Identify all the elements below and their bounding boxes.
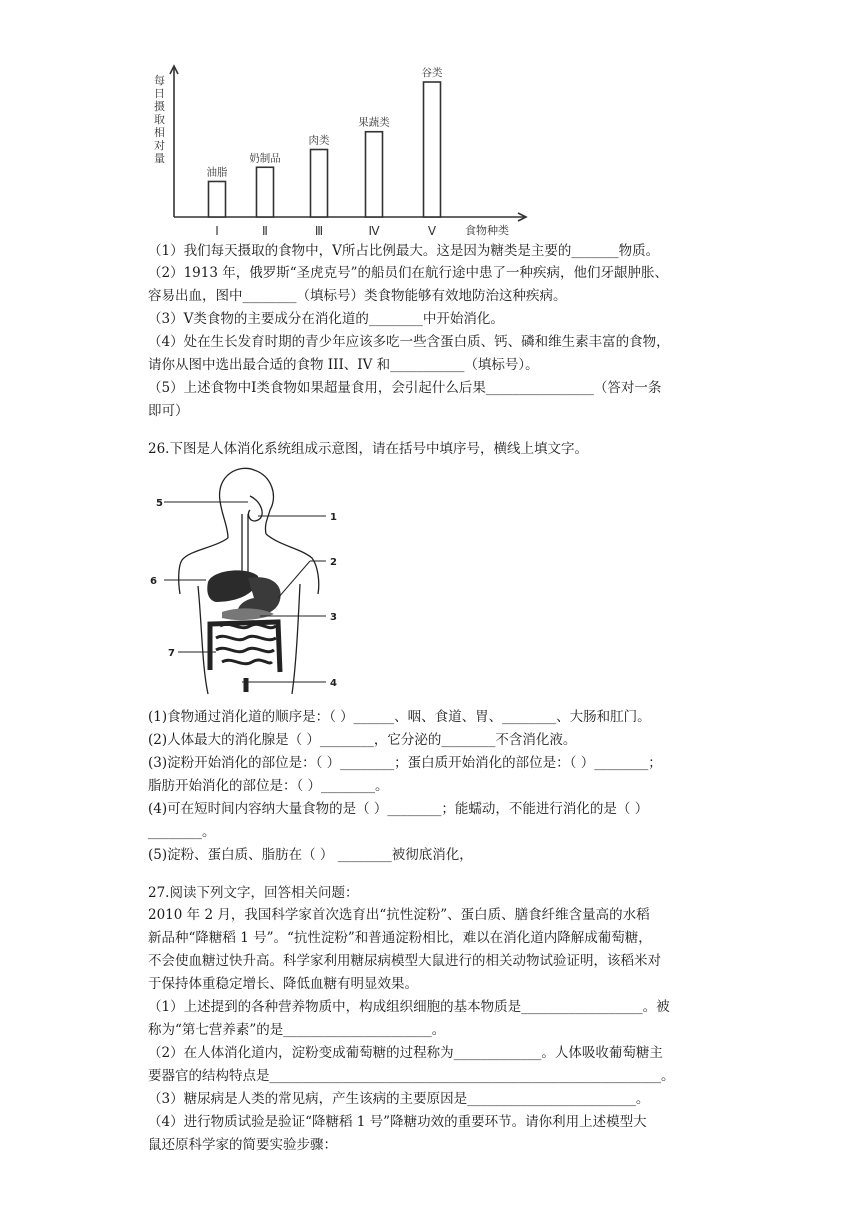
x-axis-label: 食物种类 bbox=[465, 224, 509, 237]
q27-line-7: （2）在人体消化道内，淀粉变成葡萄糖的过程称为_____________。人体吸收葡萄糖主 bbox=[148, 1045, 663, 1061]
diagram-label-3: 3 bbox=[330, 612, 337, 623]
q26-line-4: 脂肪开始消化的部位是：（ ）________。 bbox=[148, 778, 389, 794]
diagram-label-4: 4 bbox=[330, 678, 337, 689]
q25-line-5: （4）处在生长发育时期的青少年应该多吃一些含蛋白质、钙、磷和维生素丰富的食物， bbox=[148, 334, 670, 350]
q27-line-11: 鼠还原科学家的简要实验步骤： bbox=[148, 1137, 337, 1153]
q25-line-6: 请你从图中选出最合适的食物 III、IV 和___________（填标号）。 bbox=[148, 357, 539, 373]
diagram-label-6: 6 bbox=[150, 576, 157, 587]
q26-line-1: (1)食物通过消化道的顺序是：（ ）______、咽、食道、胃、________、大肠和肛门。 bbox=[148, 709, 651, 725]
x-tick-label-4: Ⅳ bbox=[368, 224, 380, 238]
q27-line-2: 新品种“降糖稻 1 号”。“抗性淀粉”和普通淀粉相比，难以在消化道内降解成葡萄糖， bbox=[148, 930, 652, 946]
q26-title: 26.下图是人体消化系统组成示意图，请在括号中填序号，横线上填文字。 bbox=[148, 441, 588, 457]
x-tick-label-2: Ⅱ bbox=[262, 224, 268, 238]
q25-line-2: （2）1913 年，俄罗斯“圣虎克号”的船员们在航行途中患了一种疾病，他们牙龈肿胀、 bbox=[148, 265, 669, 281]
bar-label-5: 谷类 bbox=[421, 67, 443, 79]
q27-line-8: 要器官的结构特点是__________________________________________________________。 bbox=[148, 1068, 675, 1084]
q25-line-3: 容易出血，图中________（填标号）类食物能够有效地防治这种疾病。 bbox=[148, 288, 567, 304]
diagram-label-1: 1 bbox=[330, 512, 337, 523]
q25-line-4: （3）Ⅴ类食物的主要成分在消化道的________中开始消化。 bbox=[148, 311, 504, 327]
x-tick-label-1: Ⅰ bbox=[215, 224, 219, 238]
bar-1 bbox=[209, 181, 226, 217]
face-outline bbox=[220, 501, 228, 538]
q27-line-3: 不会使血糖过快升高。科学家利用糖尿病模型大鼠进行的相关动物试验证明，该稻米对 bbox=[148, 953, 661, 969]
x-tick-label-5: Ⅴ bbox=[427, 224, 437, 238]
q26-line-5: (4)可在短时间内容纳大量食物的是（ ）________；能蠕动，不能进行消化的是（ ） bbox=[148, 801, 649, 817]
y-axis-label: 每日摄取相对量 bbox=[154, 74, 165, 165]
q26-line-7: (5)淀粉、蛋白质、脂肪在（ ） ________被彻底消化， bbox=[148, 847, 473, 863]
digestive-system-diagram bbox=[150, 466, 350, 696]
bar-chart bbox=[140, 62, 540, 244]
bar-2 bbox=[257, 167, 274, 217]
x-tick-label-3: Ⅲ bbox=[314, 224, 324, 238]
diagram-label-5: 5 bbox=[156, 498, 163, 509]
bar-3 bbox=[311, 150, 328, 218]
q27-line-9: （3）糖尿病是人类的常见病，产生该病的主要原因是_________________________。 bbox=[148, 1091, 650, 1107]
q27-line-1: 2010 年 2 月，我国科学家首次选育出“抗性淀粉”、蛋白质、膳食纤维含量高的水稻 bbox=[148, 907, 650, 923]
q25-line-7: （5）上述食物中Ⅰ类食物如果超量食用，会引起什么后果________________（答对一条 bbox=[148, 380, 662, 396]
diagram-label-7: 7 bbox=[168, 648, 175, 659]
head-outline bbox=[220, 468, 274, 534]
bar-label-2: 奶制品 bbox=[249, 152, 281, 165]
bar-5 bbox=[424, 82, 441, 217]
q26-line-6: ________。 bbox=[148, 824, 216, 840]
esophagus bbox=[242, 514, 248, 578]
bar-label-3: 肉类 bbox=[308, 134, 330, 147]
bar-label-4: 果蔬类 bbox=[358, 116, 390, 129]
q27-line-10: （4）进行物质试验是验证“降糖稻 1 号”降糖功效的重要环节。请你利用上述模型大 bbox=[148, 1114, 647, 1130]
q27-line-5: （1）上述提到的各种营养物质中，构成组织细胞的基本物质是__________________。被 bbox=[148, 999, 670, 1015]
q26-line-3: (3)淀粉开始消化的部位是：（ ）________；蛋白质开始消化的部位是：（ ）________； bbox=[148, 755, 662, 771]
small-intestine bbox=[216, 624, 276, 663]
q26-line-2: (2)人体最大的消化腺是（ ）________，它分泌的________不含消化液。 bbox=[148, 732, 577, 748]
q27-line-4: 于保持体重稳定增长、降低血糖有明显效果。 bbox=[148, 976, 418, 992]
diagram-label-2: 2 bbox=[330, 557, 337, 568]
q25-line-1: （1）我们每天摄取的食物中，Ⅴ所占比例最大。这是因为糖类是主要的_______物质。 bbox=[148, 243, 660, 259]
mouth-cavity bbox=[248, 496, 262, 521]
q25-line-8: 即可） bbox=[148, 403, 189, 419]
bar-label-1: 油脂 bbox=[206, 166, 228, 179]
bar-4 bbox=[366, 132, 383, 217]
q27-line-6: 称为“第七营养素”的是______________________。 bbox=[148, 1022, 446, 1038]
q27-title: 27.阅读下列文字，回答相关问题： bbox=[148, 885, 359, 901]
